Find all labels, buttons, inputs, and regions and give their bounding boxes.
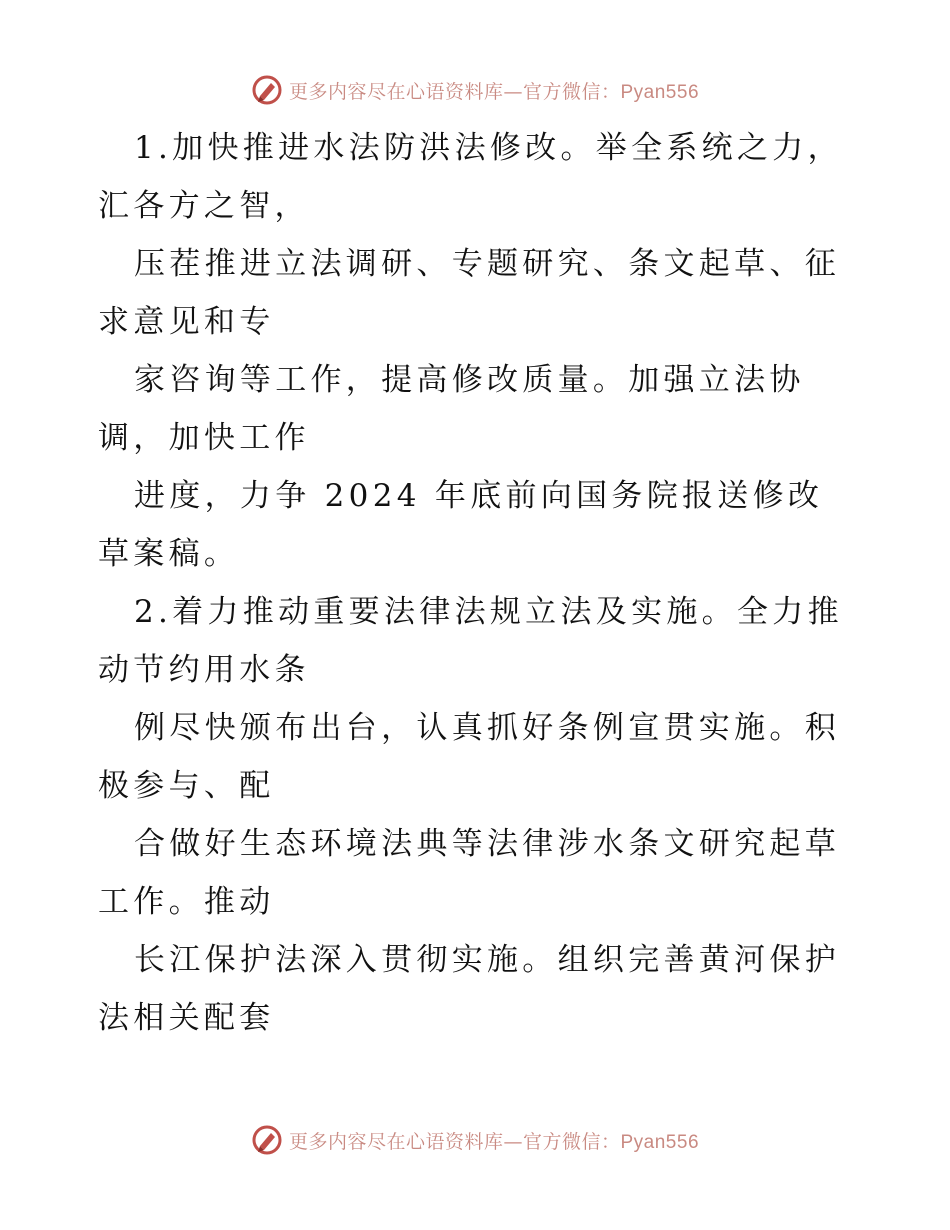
document-body [98,119,858,1047]
footer-watermark [0,1120,950,1160]
watermark-text: 更多内容尽在心语资料库—官方微信：Pyan556 [288,1130,700,1153]
paragraph: 压茬推进立法调研、专题研究、条文起草、征求意见和专 [98,246,840,340]
pen-logo-icon [251,74,283,106]
paragraph: 合做好生态环境法典等法律涉水条文研究起草工作。推动 [98,826,840,920]
paragraph: 2.着力推动重要法律法规立法及实施。全力推动节约用水条 [98,594,843,688]
watermark-text: 更多内容尽在心语资料库—官方微信：Pyan556 [288,80,700,103]
pen-logo-icon [251,1124,283,1156]
paragraph: 家咨询等工作，提高修改质量。加强立法协调，加快工作 [98,362,805,456]
paragraph: 1.加快推进水法防洪法修改。举全系统之力，汇各方之智， [98,130,843,224]
paragraph: 例尽快颁布出台，认真抓好条例宣贯实施。积极参与、配 [98,710,840,804]
paragraph: 进度，力争 2024 年底前向国务院报送修改草案稿。 [98,478,824,572]
paragraph: 长江保护法深入贯彻实施。组织完善黄河保护法相关配套 [98,942,840,1036]
header-watermark [0,70,950,110]
